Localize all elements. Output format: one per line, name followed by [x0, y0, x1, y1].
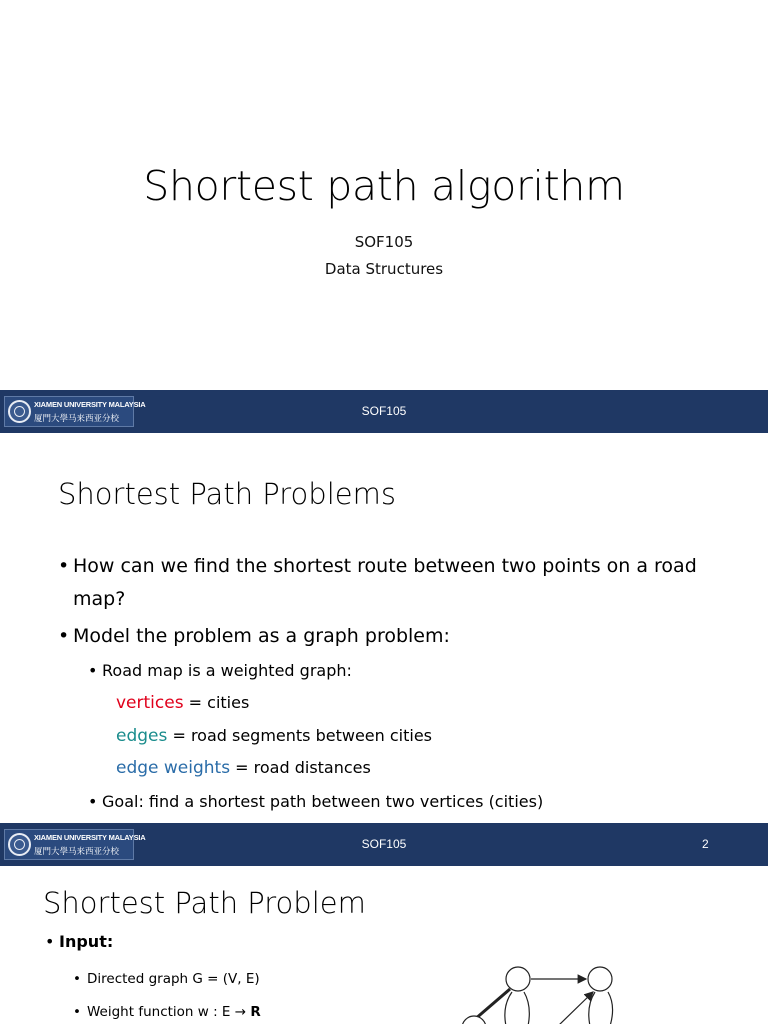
footer-course-code: SOF105 — [361, 837, 407, 851]
slide-1-title: Shortest path algorithm — [143, 162, 625, 210]
term-edges: edges = road segments between cities — [116, 726, 433, 746]
bullet-dot-icon: • — [73, 1004, 81, 1020]
bullet-continuation: map? — [73, 588, 126, 610]
slide-2 — [0, 433, 768, 823]
bullet-dot-icon: • — [45, 932, 55, 951]
graph-edge — [589, 992, 595, 1024]
slide-3-title: Shortest Path Problem — [43, 886, 366, 920]
sub-bullet-item: • Directed graph G = (V, E) — [73, 971, 260, 987]
slide-1-footer — [0, 390, 768, 433]
sub-bullet-item: • Weight function w : E → R — [73, 1004, 261, 1020]
slide-1 — [0, 0, 768, 390]
slide-1-course: SOF105 — [354, 233, 414, 251]
term-label: edge weights — [116, 758, 231, 778]
term-label: vertices — [116, 693, 184, 713]
graph-edge — [524, 992, 529, 1024]
bullet-dot-icon: • — [73, 971, 81, 987]
graph-edge — [505, 992, 512, 1024]
logo-english-text: XIAMEN UNIVERSITY MALAYSIA — [34, 400, 146, 409]
sub-bullet-item: • Road map is a weighted graph: — [88, 661, 352, 680]
slide-2-footer — [0, 823, 768, 866]
slide-3 — [0, 866, 768, 1024]
bullet-dot-icon: • — [58, 625, 70, 647]
footer-course-code: SOF105 — [361, 404, 407, 418]
bullet-dot-icon: • — [58, 555, 70, 577]
term-edge-weights: edge weights = road distances — [116, 758, 371, 778]
bullet-item: • Input: — [45, 932, 114, 951]
term-label: edges — [116, 726, 168, 746]
graph-vertex — [588, 967, 612, 991]
term-vertices: vertices = cities — [116, 693, 250, 713]
slide-number: 2 — [702, 837, 709, 851]
graph-edge — [608, 992, 613, 1024]
logo-chinese-text: 厦門大學马来西亚分校 — [34, 847, 120, 857]
bullet-item: • How can we find the shortest route between two points on a road — [58, 555, 697, 577]
graph-vertex — [506, 967, 530, 991]
sub-bullet-item: • Goal: find a shortest path between two vertices (cities) — [88, 792, 544, 811]
bullet-item: • Model the problem as a graph problem: — [58, 625, 450, 647]
bullet-dot-icon: • — [88, 661, 98, 680]
slide-2-title: Shortest Path Problems — [58, 477, 396, 511]
directed-graph-diagram — [440, 946, 640, 1024]
logo-chinese-text: 厦門大學马来西亚分校 — [34, 414, 120, 424]
logo-english-text: XIAMEN UNIVERSITY MALAYSIA — [34, 833, 146, 842]
slide-1-subject: Data Structures — [324, 260, 444, 278]
bullet-dot-icon: • — [88, 792, 98, 811]
graph-edge — [558, 992, 593, 1024]
graph-vertex — [462, 1016, 486, 1024]
